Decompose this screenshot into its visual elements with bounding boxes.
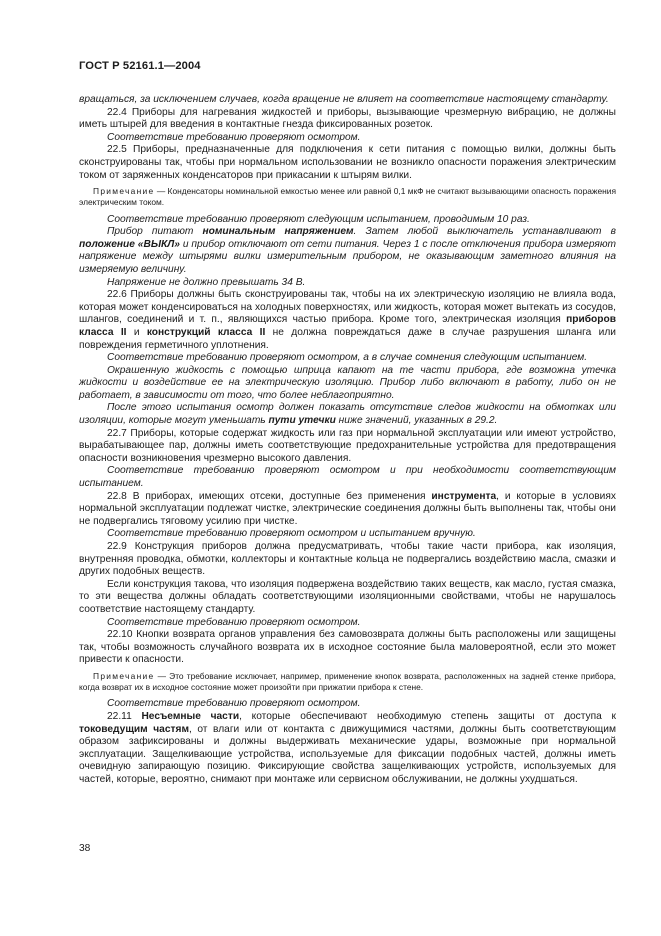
term-creepage: пути утечки	[268, 415, 336, 427]
note-label: Примечание	[93, 670, 155, 681]
compliance-check: Соответствие требованию проверяют осмотром и при необходимости соответствующим испытанием.	[79, 465, 616, 490]
clause-22-6: 22.6 Приборы должны быть сконструированы так, чтобы на их электрическую изоляцию не влияла вода, которая может конденсироваться на холодных поверхностях, или жидкость, которая может вытекать из сосудов, шлангов, соединений и т. п., являющихся частью прибора. Кроме того, электрическая изоляция приборов класса II и конструкций класса II не должна повреждаться даже в случае разрушения шланга или повреждения герметичного уплотнения.	[79, 289, 616, 351]
term-tool: инструмента	[431, 490, 497, 502]
term-class-ii-appliances: приборов класса II	[79, 314, 616, 338]
clause-22-4: 22.4 Приборы для нагревания жидкостей и приборы, вызывающие чрезмерную вибрацию, не должны иметь штырей для введения в контактные гнезда фиксированных розеток.	[79, 106, 616, 131]
note-label: Примечание	[93, 186, 155, 197]
note-reset-buttons	[79, 671, 616, 693]
compliance-check: Соответствие требованию проверяют осмотром.	[107, 131, 361, 143]
paragraph: вращаться, за исключением случаев, когда вращение не влияет на соответствие настоящему стандарту.	[79, 94, 609, 105]
clause-22-9-cont: Если конструкция такова, что изоляция подвержена воздействию таких веществ, как масло, густая смазка, то эти вещества должны обладать соответствующими изоляционными свойствами, чтобы не нарушалось соответствие настоящему стандарту.	[79, 578, 616, 615]
page-number: 38	[79, 843, 91, 854]
test-procedure: Прибор питают номинальным напряжением. Затем любой выключатель устанавливают в положение «ВЫКЛ» и прибор отключают от сети питания. Через 1 с после отключения прибора измеряют напряжение между штырями вилки измерительным прибором, не оказывающим заметного влияния на измеряемую величину.	[79, 226, 616, 275]
clause-22-8: 22.8 В приборах, имеющих отсеки, доступные без применения инструмента, и которые в условиях нормальной эксплуатации подлежат чистке, электрические соединения должны быть выполнены так, чтобы они не подвергались тяговому усилию при чистке.	[79, 490, 616, 527]
clause-22-10: 22.10 Кнопки возврата органов управления без самовозврата должны быть расположены или защищены так, чтобы возможность случайного возврата их в исходное состояние была маловероятной, если это может привести к опасности.	[79, 629, 616, 666]
clause-22-9: 22.9 Конструкция приборов должна предусматривать, чтобы такие части прибора, как изоляция, внутренняя проводка, обмотки, коллекторы и контактные кольца не подвергались воздействию масла, смазки и других подобных веществ.	[79, 541, 616, 578]
test-procedure: Окрашенную жидкость с помощью шприца капают на те части прибора, где возможна утечка жидкости и воздействие ее на электрическую изоляцию. Прибор либо включают в работу, либо он не работает, в зависимости от того, что более неблагоприятно.	[79, 364, 616, 401]
term-non-detachable-parts: Несъемные части	[141, 710, 240, 722]
term-rated-voltage: номинальным напряжением	[202, 226, 354, 238]
note-capacitors	[79, 186, 616, 208]
compliance-check: Соответствие требованию проверяют осмотром, а в случае сомнения следующим испытанием.	[107, 352, 588, 364]
voltage-limit: Напряжение не должно превышать 34 В.	[107, 276, 306, 288]
compliance-test: Соответствие требованию проверяют следующим испытанием, проводимым 10 раз.	[107, 213, 530, 225]
compliance-check: Соответствие требованию проверяют осмотром.	[107, 698, 361, 710]
note-text: — Конденсаторы номинальной емкостью менее или равной 0,1 мкФ не считают вызывающими опасность поражения электрическим током.	[79, 186, 616, 208]
clause-22-11: 22.11 Несъемные части, которые обеспечивают необходимую степень защиты от доступа к токоведущим частям, от влаги или от контакта с движущимися частями, должны быть соответствующим образом зафиксированы и должны выдерживать механические удары, возможные при нормальной эксплуатации. Защелкивающие устройства, используемые для фиксации подобных частей, должны иметь очевидную запирающую позицию. Фиксирующие свойства защелкивающих устройств, используемых для частей, которые, вероятно, снимают при монтаже или сервисном обслуживании, не должны ухудшаться.	[79, 710, 616, 785]
term-off-position: положение «ВЫКЛ»	[79, 238, 180, 250]
clause-22-5: 22.5 Приборы, предназначенные для подключения к сети питания с помощью вилки, должны быть сконструированы так, чтобы при нормальном использовании не возникло опасности поражения электрическим током от заряженных конденсаторов при прикасании к штырям вилки.	[79, 144, 616, 181]
term-live-parts: токоведущим частям	[79, 723, 189, 735]
note-text: — Это требование исключает, например, применение кнопок возврата, расположенных на задней стенке прибора, когда возврат их в исходное состояние может произойти при прижатии прибора к стене.	[79, 670, 616, 693]
compliance-check: Соответствие требованию проверяют осмотром и испытанием вручную.	[107, 528, 476, 540]
page-body	[79, 94, 616, 787]
term-class-ii-construction: конструкций класса II	[146, 326, 266, 338]
compliance-check: Соответствие требованию проверяют осмотром.	[107, 616, 361, 628]
document-header: ГОСТ Р 52161.1—2004	[79, 60, 201, 72]
test-result: После этого испытания осмотр должен показать отсутствие следов жидкости на обмотках или изоляции, которые могут уменьшать пути утечки ниже значений, указанных в 29.2.	[79, 402, 616, 427]
clause-22-7: 22.7 Приборы, которые содержат жидкость или газ при нормальной эксплуатации или имеют устройство, вырабатывающее пар, должны иметь соответствующие предохранительные устройства для предотвращения опасности возникновения чрезмерно высокого давления.	[79, 427, 616, 464]
